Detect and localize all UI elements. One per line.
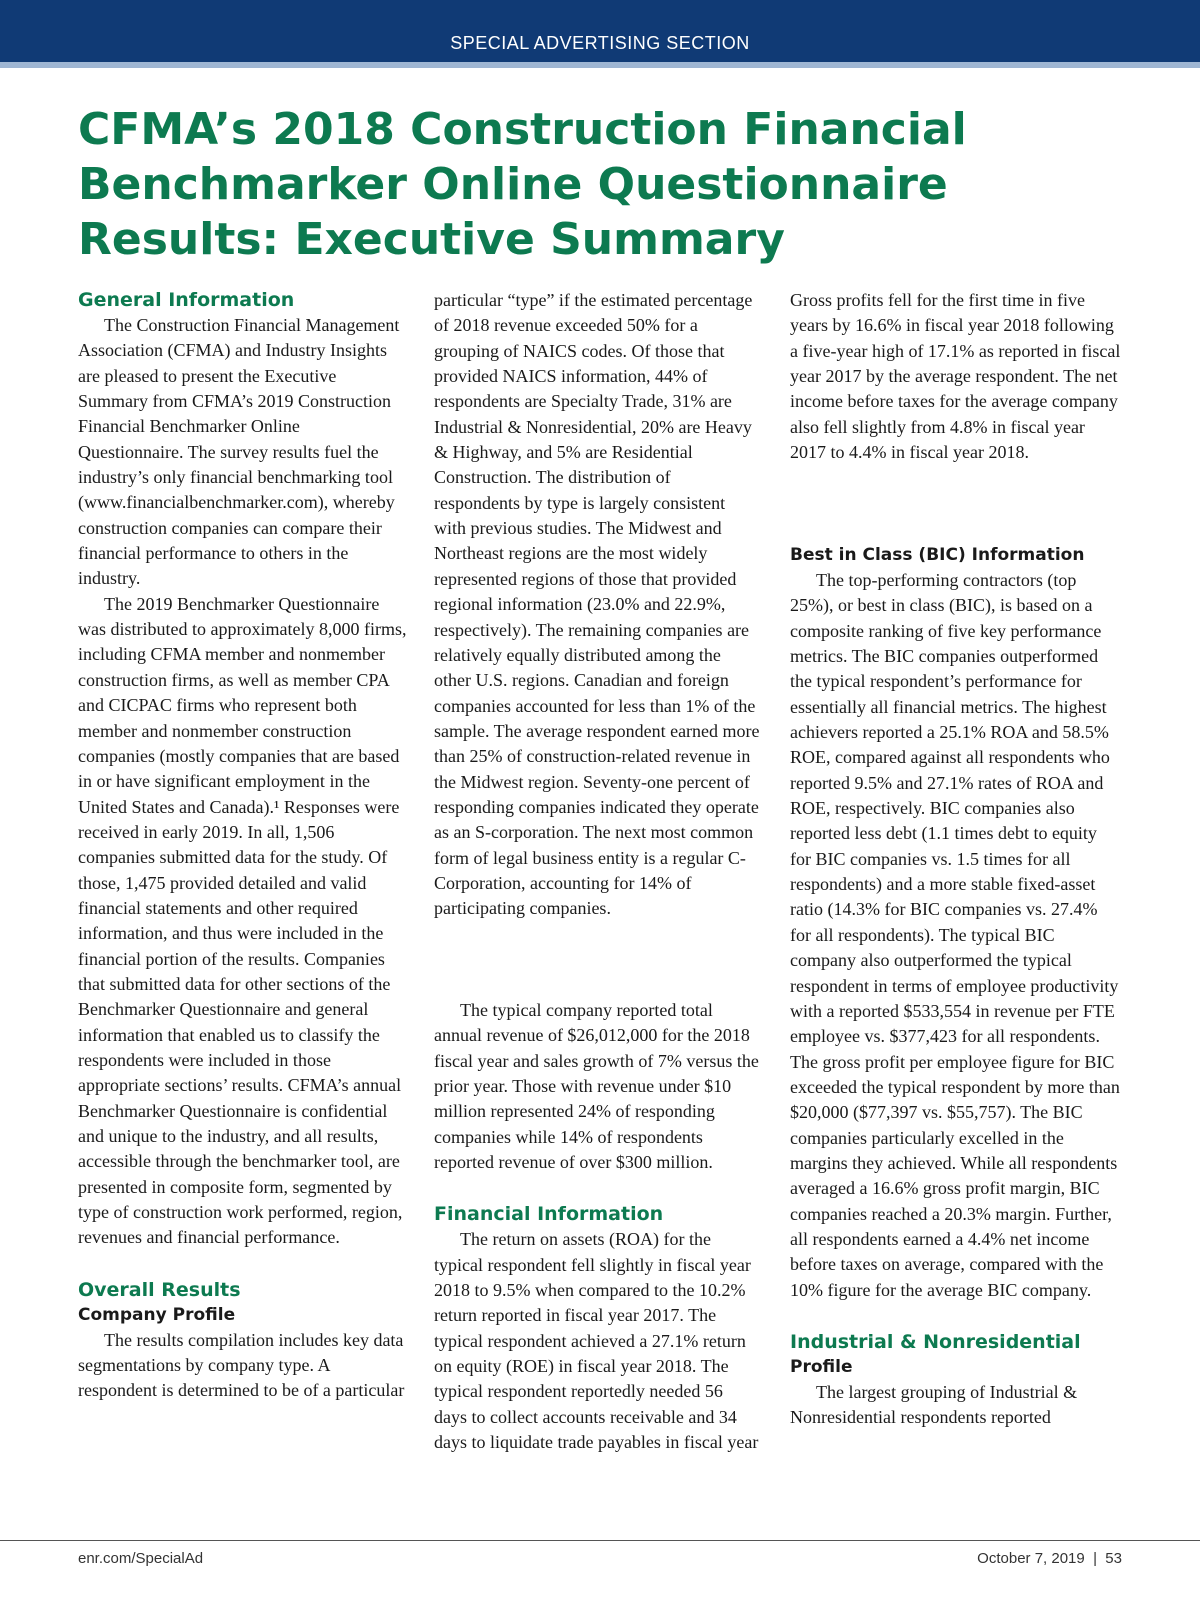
company-profile-paragraph-1-continued: particular “type” if the estimated percentage of 2018 revenue exceeded 50% for a grouping of NAICS codes. Of those that provided NAICS information, 44% of respondents are Specialty Trade, 31% are Industrial & Nonresidential, 20% are Heavy & Highway, and 5% are Residential Construction. The distribution of respondents by type is largely consistent with previous studies. The Midwest and Northeast regions are the most widely represented regions of those that provided regional information (23.0% and 22.9%, respectively). The remaining companies are relatively equally distributed among the other U.S. regions. Canadian and foreign companies accounted for less than 1% of the sample. The average respondent earned more than 25% of construction-related revenue in the Midwest region. Seventy-one percent of responding companies indicated they operate as an S-corporation. The next most common form of legal business entity is a regular C-Corporation, accounting for 14% of participating companies.	[434, 290, 760, 919]
column-1	[78, 288, 408, 1404]
banner-label: SPECIAL ADVERTISING SECTION	[450, 33, 750, 53]
company-profile-continued	[434, 288, 760, 998]
general-paragraph-2: The 2019 Benchmarker Questionnaire was distributed to approximately 8,000 firms, including CFMA member and nonmember construction firms, as well as member CPA and CICPAC firms who represent both member and nonmember construction companies (mostly companies that are based in or have significant employment in the United States and Canada).¹ Responses were received in early 2019. In all, 1,506 companies submitted data for the study. Of those, 1,475 provided detailed and valid financial statements and other required information, and thus were included in the financial portion of the results. Companies that submitted data for other sections of the Benchmarker Questionnaire and general information that enabled us to classify the respondents were included in those appropriate sections’ results. CFMA’s annual Benchmarker Questionnaire is confidential and unique to the industry, and all results, accessible through the benchmarker tool, are presented in composite form, segmented by type of construction work performed, region, revenues and financial performance.	[78, 593, 407, 1248]
financial-information-heading: Financial Information	[434, 1203, 664, 1226]
bic-paragraph-1: The top-performing contractors (top 25%), or best in class (BIC), is based on a composite ranking of five key performance metrics. The BIC companies outperformed the typical respondent’s performance for essentially all financial metrics. The highest achievers reported a 25.1% ROA and 58.5% ROE, compared against all respondents who reported 9.5% and 27.1% rates of ROA and ROE, respectively. BIC companies also reported less debt (1.1 times debt to equity for BIC companies vs. 1.5 times for all respondents) and a more stable fixed-asset ratio (14.3% for BIC companies vs. 27.4% for all respondents). The typical BIC company also outperformed the typical respondent in terms of employee productivity with a reported $533,554 in revenue per FTE employee vs. $377,423 for all respondents. The gross profit per employee figure for BIC exceeded the typical respondent by more than $20,000 ($77,397 vs. $55,757). The BIC companies particularly excelled in the margins they achieved. While all respondents averaged a 16.6% gross profit margin, BIC companies reached a 20.3% margin. Further, all respondents earned a 4.4% net income before taxes on average, compared with the 10% figure for the average BIC company.	[790, 570, 1120, 1300]
company-profile-paragraph-1: The results compilation includes key data segmentations by company type. A respondent is determined to be of a particular	[78, 1329, 405, 1401]
industrial-nonresidential-heading: Industrial & Nonresidential	[790, 1330, 1081, 1353]
financial-continued	[790, 288, 1122, 516]
bic-information-heading: Best in Class (BIC) Information	[790, 545, 1085, 565]
financial-paragraph-1-continued: Gross profits fell for the first time in five years by 16.6% in fiscal year 2018 following a five-year high of 17.1% as reported in fiscal year 2017 by the average respondent. The net income before taxes for the average company also fell slightly from 4.8% in fiscal year 2017 to 4.4% in fiscal year 2018.	[790, 290, 1121, 463]
footer-url: enr.com/SpecialAd	[78, 1550, 204, 1567]
industrial-profile-heading: Profile	[790, 1356, 853, 1377]
financial-paragraph-1: The return on assets (ROA) for the typical respondent fell slightly in fiscal year 2018 to 9.5% when compared to the 10.2% return reported in fiscal year 2017. The typical respondent achieved a 27.1% return on equity (ROE) in fiscal year 2018. The typical respondent reportedly needed 56 days to collect accounts receivable and 34 days to liquidate trade payables in fiscal year	[434, 1229, 759, 1453]
column-2	[434, 288, 760, 1455]
company-profile-paragraph-2: The typical company reported total annual revenue of $26,012,000 for the 2018 fiscal year and sales growth of 7% versus the prior year. Those with revenue under $10 million represented 24% of responding companies while 14% of respondents reported revenue of over $300 million.	[434, 1000, 759, 1173]
column-3	[790, 288, 1122, 1431]
industrial-paragraph-1: The largest grouping of Industrial & Nonresidential respondents reported	[790, 1381, 1078, 1428]
header-banner	[0, 0, 1200, 68]
general-paragraph-1: The Construction Financial Management Association (CFMA) and Industry Insights are pleased to present the Executive Summary from CFMA’s 2019 Construction Financial Benchmarker Online Questionnaire. The survey results fuel the industry’s only financial benchmarking tool (www.financialbenchmarker.com), whereby construction companies can compare their financial performance to others in the industry.	[78, 315, 400, 589]
page-title: CFMA’s 2018 Construction Financial Benchmarker Online Questionnaire Results: Executive Summary	[78, 104, 967, 265]
footer-divider	[0, 1540, 1200, 1541]
company-profile-heading: Company Profile	[78, 1304, 236, 1325]
overall-results-heading: Overall Results	[78, 1278, 241, 1301]
footer-date-page: October 7, 2019 | 53	[977, 1550, 1122, 1567]
general-information-heading: General Information	[78, 289, 295, 311]
